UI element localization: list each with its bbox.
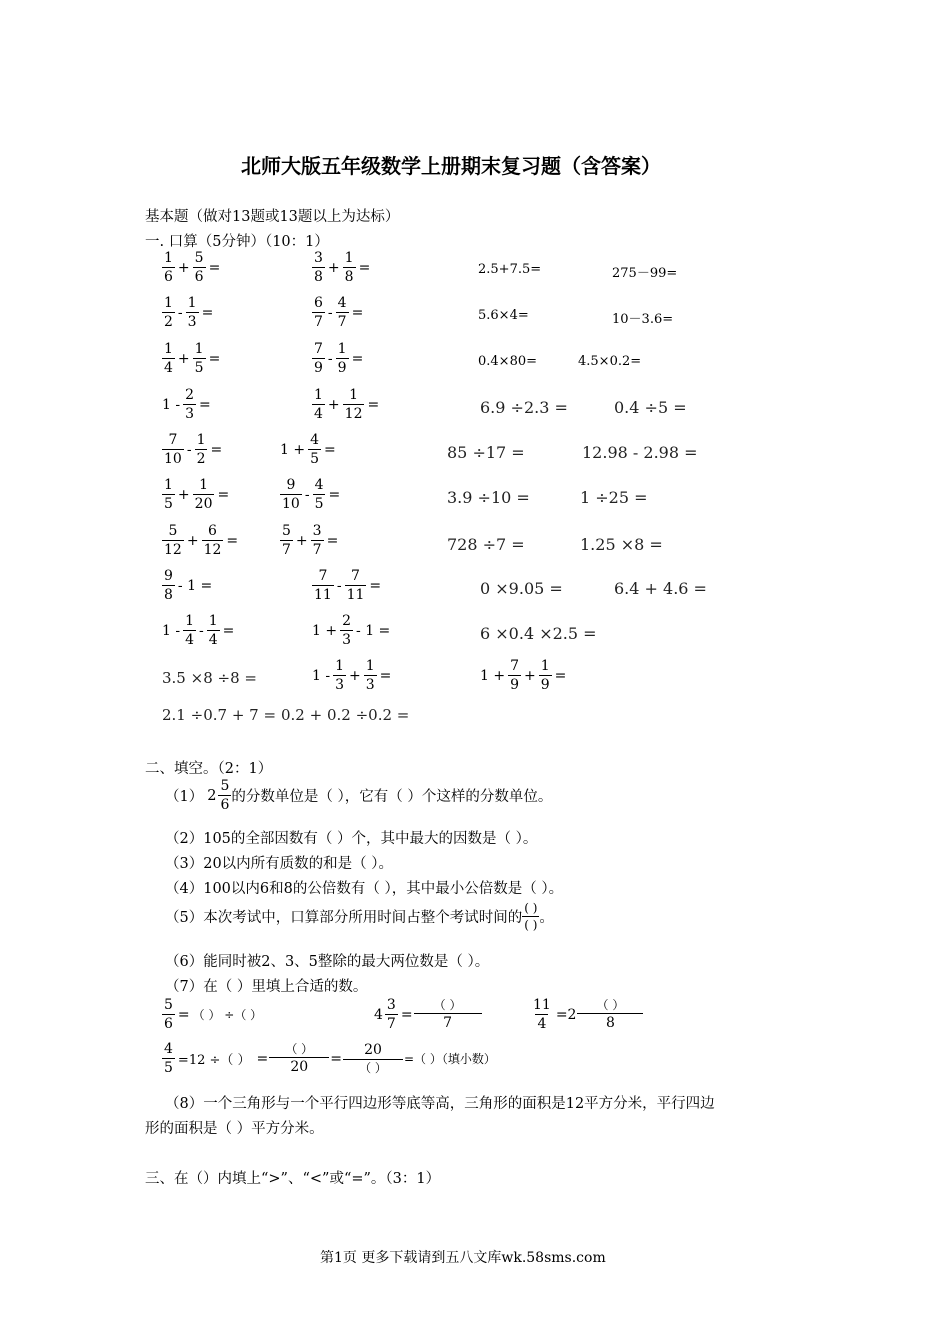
- fill-question-4: （4）100以内6和8的公倍数有（ ），其中最小公倍数是（ ）。: [165, 881, 564, 897]
- fraction: $\frac{5}{6}$: [164, 997, 173, 1032]
- fraction: $\frac{7}{11}$: [346, 568, 365, 603]
- mental-row-1-expr-1: 1 6 + $\frac{5}{6}$ =: [164, 250, 221, 285]
- fraction: $\frac{6}{12}$: [203, 523, 222, 558]
- fraction: $\frac{1}{9}$: [540, 658, 550, 693]
- blank-fraction: ( ) ( ): [524, 901, 538, 932]
- mental-row-2-expr-1: 1 2 - $\frac{1}{3}$ =: [164, 295, 214, 330]
- fraction: 3 8: [314, 250, 323, 285]
- fraction: $\frac{3}{7}$: [312, 523, 322, 558]
- mental-row-8-expr-3: 0 ×9.05 =: [480, 579, 563, 598]
- fraction: 5 6: [220, 778, 230, 813]
- fraction: 7 10: [164, 432, 182, 467]
- fill-question-8-line-2: 形的面积是（ ）平方分米。: [145, 1121, 324, 1137]
- fraction: $\frac{4}{5}$: [314, 477, 324, 512]
- mental-row-9-expr-3: 6 ×0.4 ×2.5 =: [480, 624, 597, 643]
- fraction: $\frac{1}{3}$: [187, 295, 197, 330]
- mental-row-6-expr-3: 3.9 ÷10 =: [447, 488, 530, 507]
- fraction: $\frac{1}{2}$: [196, 432, 206, 467]
- fraction: 7 9: [314, 341, 323, 376]
- mental-row-7-expr-3: 728 ÷7 =: [447, 535, 525, 554]
- fraction: $\frac{1}{3}$: [365, 658, 375, 693]
- fraction: （ ） 8: [579, 999, 641, 1030]
- fraction: 1 4: [314, 387, 323, 422]
- mental-row-10-expr-1: 3.5 ×8 ÷8 =: [162, 669, 257, 687]
- mental-row-6-expr-2: 9 10 - $\frac{4}{5}$ =: [282, 477, 341, 512]
- mental-row-3-expr-2: 7 9 - $\frac{1}{9}$ =: [314, 341, 364, 376]
- fraction: $\frac{1}{4}$: [208, 613, 218, 648]
- mental-row-11-expr-2: 0.2 + 0.2 ÷0.2 =: [281, 706, 410, 724]
- fraction: 1 3: [335, 658, 345, 693]
- mental-row-1-expr-2: 3 8 + $\frac{1}{8}$ =: [314, 250, 371, 285]
- fraction: 9 10: [282, 477, 300, 512]
- mental-row-8-expr-4: 6.4 + 4.6 =: [614, 579, 707, 598]
- mental-row-2-expr-2: 6 7 - $\frac{4}{7}$ =: [314, 295, 364, 330]
- mental-row-9-expr-1: 1 - 1 4 - $\frac{1}{4}$ =: [162, 613, 235, 648]
- fill-7c: $\frac{11}{4}$ =2 （ ） 8: [531, 998, 641, 1031]
- fraction: $\frac{11}{4}$: [533, 997, 551, 1032]
- mental-row-10-expr-3: 1 + $\frac{7}{9}$ + $\frac{1}{9}$ =: [480, 658, 567, 693]
- section2-heading: 二、填空。（2：1）: [145, 761, 273, 777]
- mental-row-11-expr-1: 2.1 ÷0.7 + 7 =: [162, 706, 277, 724]
- fraction: $\frac{1}{20}$: [194, 477, 213, 512]
- fraction: 1 6: [164, 250, 173, 285]
- mental-row-4-expr-3: 6.9 ÷2.3 =: [480, 398, 568, 417]
- fraction: （ ） 20: [271, 1043, 327, 1074]
- mental-row-5-expr-4: 12.98 - 2.98 =: [582, 443, 698, 462]
- fraction: 1 2: [164, 295, 173, 330]
- fill-7b: 4 $\frac{3}{7}$ = （ ） 7: [374, 998, 480, 1031]
- mental-row-3-expr-1: 1 4 + $\frac{1}{5}$ =: [164, 341, 221, 376]
- fraction: $\frac{1}{8}$: [344, 250, 354, 285]
- fraction: $\frac{4}{7}$: [337, 295, 347, 330]
- mental-row-3-expr-3: 0.4×80=: [478, 354, 538, 369]
- section1-heading: 一. 口算（5分钟）（10：1）: [145, 234, 329, 250]
- fraction: 6 7: [314, 295, 323, 330]
- fraction: 5 7: [282, 523, 291, 558]
- section3-heading: 三、在（）内填上“>”、“<”或“=”。（3：1）: [145, 1171, 441, 1187]
- fill-question-5: （5）本次考试中，口算部分所用时间占整个考试时间的 ( ) ( ) 。: [165, 901, 554, 932]
- fraction: $\frac{5}{6}$: [194, 250, 204, 285]
- fraction: （ ） 7: [416, 999, 480, 1030]
- fill-question-8-line-1: （8）一个三角形与一个平行四边形等底等高，三角形的面积是12平方分米，平行四边: [165, 1096, 715, 1112]
- mental-row-1-expr-4: 275－99=: [612, 266, 678, 281]
- mental-row-10-expr-2: 1 - 1 3 + $\frac{1}{3}$ =: [312, 658, 392, 693]
- fill-7a: $\frac{5}{6}$ = （ ） ÷（ ）: [164, 997, 263, 1032]
- fraction: 7 11: [314, 568, 332, 603]
- fraction: 1 5: [164, 477, 173, 512]
- fraction: $\frac{1}{12}$: [344, 387, 363, 422]
- mental-row-1-expr-3: 2.5+7.5=: [478, 262, 542, 277]
- fill-7d: $\frac{4}{5}$ =12 ÷（ ） = （ ） 20 = 20 （ ） =（ ）（填小数）: [164, 1041, 496, 1076]
- mental-row-2-expr-4: 10－3.6=: [612, 312, 674, 327]
- fraction: $\frac{1}{5}$: [194, 341, 204, 376]
- mental-row-4-expr-1: 1 - $\frac{2}{3}$ =: [162, 387, 211, 422]
- fraction: $\frac{2}{3}$: [185, 387, 195, 422]
- fraction: 1 4: [164, 341, 173, 376]
- mental-row-6-expr-4: 1 ÷25 =: [580, 488, 648, 507]
- fraction: 5 12: [164, 523, 182, 558]
- fraction: $\frac{1}{9}$: [337, 341, 347, 376]
- mental-row-7-expr-4: 1.25 ×8 =: [580, 535, 663, 554]
- mental-row-4-expr-4: 0.4 ÷5 =: [614, 398, 687, 417]
- fraction: $\frac{4}{5}$: [164, 1041, 173, 1076]
- mental-row-5-expr-3: 85 ÷17 =: [447, 443, 525, 462]
- mental-row-8-expr-1: 9 8 - 1 =: [164, 568, 213, 603]
- fraction: 9 8: [164, 568, 173, 603]
- fill-question-7: （7）在（ ）里填上合适的数。: [165, 979, 368, 995]
- fill-question-3: （3）20以内所有质数的和是（ ）。: [165, 856, 394, 872]
- fraction: $\frac{3}{7}$: [386, 997, 396, 1032]
- mental-row-3-expr-4: 4.5×0.2=: [578, 354, 642, 369]
- fraction: 20 （ ）: [345, 1043, 401, 1074]
- mental-row-8-expr-2: 7 11 - $\frac{7}{11}$ =: [314, 568, 382, 603]
- fraction: 1 4: [185, 613, 195, 648]
- basic-note: 基本题（做对13题或13题以上为达标）: [145, 209, 400, 225]
- fill-question-1: （1） 2 5 6 的分数单位是（ ），它有（ ）个这样的分数单位。: [165, 778, 553, 813]
- fraction: $\frac{2}{3}$: [342, 613, 352, 648]
- page-footer: 第1页 更多下载请到五八文库wk.58sms.com: [320, 1250, 606, 1266]
- mental-row-6-expr-1: 1 5 + $\frac{1}{20}$ =: [164, 477, 230, 512]
- mental-row-7-expr-2: 5 7 + $\frac{3}{7}$ =: [282, 523, 339, 558]
- mental-row-5-expr-2: 1 + $\frac{4}{5}$ =: [280, 432, 336, 467]
- mental-row-7-expr-1: 5 12 + $\frac{6}{12}$ =: [164, 523, 239, 558]
- fraction: $\frac{7}{9}$: [510, 658, 520, 693]
- mental-row-4-expr-2: 1 4 + $\frac{1}{12}$ =: [314, 387, 380, 422]
- fill-question-6: （6）能同时被2、3、5整除的最大两位数是（ ）。: [165, 954, 490, 970]
- fraction: $\frac{4}{5}$: [310, 432, 320, 467]
- mental-row-2-expr-3: 5.6×4=: [478, 308, 529, 323]
- mental-row-5-expr-1: 7 10 - $\frac{1}{2}$ =: [164, 432, 223, 467]
- mental-row-9-expr-2: 1 + $\frac{2}{3}$ - 1 =: [312, 613, 391, 648]
- page-title: 北师大版五年级数学上册期末复习题（含答案）: [241, 154, 661, 178]
- fill-question-2: （2）105的全部因数有（ ）个，其中最大的因数是（ ）。: [165, 831, 538, 847]
